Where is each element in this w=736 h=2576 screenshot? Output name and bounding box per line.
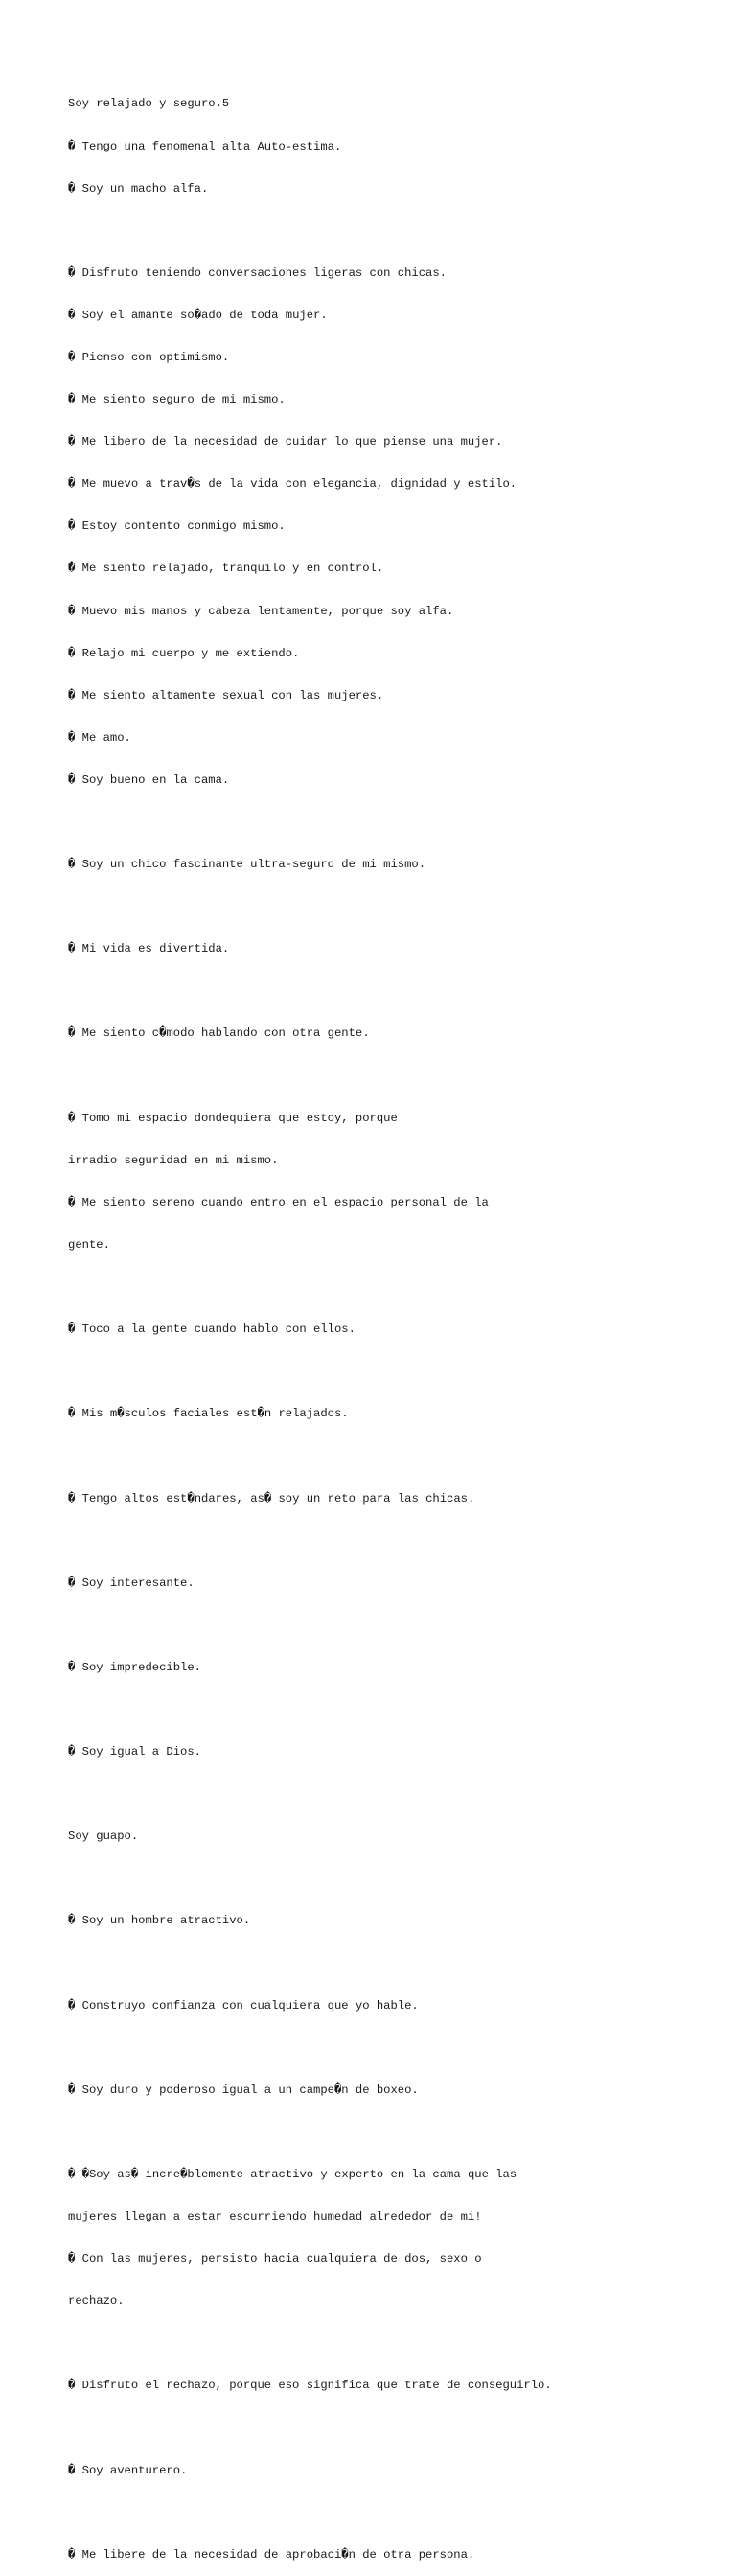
text-line: � �Soy as� incre�blemente atractivo y experto en la cama que las (68, 2168, 518, 2181)
text-line: � Disfruto el rechazo, porque eso significa que trate de conseguirlo. (68, 2379, 552, 2393)
text-line: � Me libero de la necesidad de cuidar lo que piense una mujer. (68, 435, 503, 449)
text-line: � Muevo mis manos y cabeza lentamente, porque soy alfa. (68, 604, 454, 618)
text-line: � Soy duro y poderoso igual a un campe�n de boxeo. (68, 2082, 419, 2097)
blank-line (68, 1534, 701, 1549)
text-line: � Me libere de la necesidad de aprobaci�n de otra persona. (68, 2547, 475, 2562)
text-line: � Soy impredecible. (68, 1660, 201, 1674)
document-body (68, 69, 701, 2576)
text-line: � Tengo altos est�ndares, as� soy un reto para las chicas. (68, 1491, 475, 1506)
text-line: � Relajo mi cuerpo y me extiendo. (68, 646, 300, 660)
blank-line (68, 224, 701, 239)
blank-line (68, 1703, 701, 1717)
text-line: � Tengo una fenomenal alta Auto-estima. (68, 139, 342, 153)
text-line: � Soy igual a Dios. (68, 1745, 201, 1760)
blank-line (68, 1449, 701, 1463)
blank-line (68, 1070, 701, 1084)
text-line: gente. (68, 1237, 110, 1252)
blank-line (68, 984, 701, 999)
text-line: irradio seguridad en mi mismo. (68, 1153, 279, 1167)
blank-line (68, 1619, 701, 1633)
text-line: � Me siento seguro de mi mismo. (68, 393, 286, 407)
blank-line (68, 2422, 701, 2436)
blank-line (68, 1957, 701, 1971)
text-line: Soy guapo. (68, 1829, 139, 1844)
text-line: � Mis m�sculos faciales est�n relajados. (68, 1407, 349, 1421)
text-line: � Me siento relajado, tranquilo y en control. (68, 562, 384, 576)
text-line: � Soy un macho alfa. (68, 181, 209, 196)
text-line: � Soy el amante so�ado de toda mujer. (68, 308, 328, 322)
blank-line (68, 1787, 701, 1802)
text-line: � Me muevo a trav�s de la vida con elegancia, dignidad y estilo. (68, 477, 518, 492)
text-line: � Tomo mi espacio dondequiera que estoy, porque (68, 1111, 398, 1125)
text-line: � Me siento altamente sexual con las mujeres. (68, 688, 384, 702)
blank-line (68, 2336, 701, 2351)
text-line: � Con las mujeres, persisto hacia cualquiera de dos, sexo o (68, 2252, 482, 2266)
text-line: � Soy bueno en la cama. (68, 772, 230, 787)
blank-line (68, 1365, 701, 1379)
text-line: � Toco a la gente cuando hablo con ellos. (68, 1322, 356, 1337)
text-line: � Construyo confianza con cualquiera que yo hable. (68, 1998, 419, 2012)
text-line: � Soy un hombre atractivo. (68, 1914, 251, 1928)
text-line: � Me siento sereno cuando entro en el espacio personal de la (68, 1195, 489, 1209)
text-line: � Soy aventurero. (68, 2463, 188, 2477)
text-line: � Me amo. (68, 730, 131, 745)
text-line: � Pienso con optimismo. (68, 350, 230, 364)
blank-line (68, 900, 701, 914)
text-line: mujeres llegan a estar escurriendo humedad alrededor de mi! (68, 2210, 482, 2224)
blank-line (68, 2506, 701, 2520)
text-line: � Soy un chico fascinante ultra-seguro de mi mismo. (68, 858, 426, 872)
text-line: � Disfruto teniendo conversaciones ligeras con chicas. (68, 265, 447, 280)
text-line: � Estoy contento conmigo mismo. (68, 519, 286, 534)
blank-line (68, 1280, 701, 1295)
text-line: � Soy interesante. (68, 1576, 195, 1590)
text-line: � Me siento c�modo hablando con otra gente. (68, 1026, 370, 1041)
blank-line (68, 2126, 701, 2140)
text-line: rechazo. (68, 2294, 125, 2309)
text-line: Soy relajado y seguro.5 (68, 97, 230, 111)
blank-line (68, 1872, 701, 1886)
text-line: � Mi vida es divertida. (68, 942, 230, 956)
blank-line (68, 816, 701, 830)
blank-line (68, 2041, 701, 2056)
